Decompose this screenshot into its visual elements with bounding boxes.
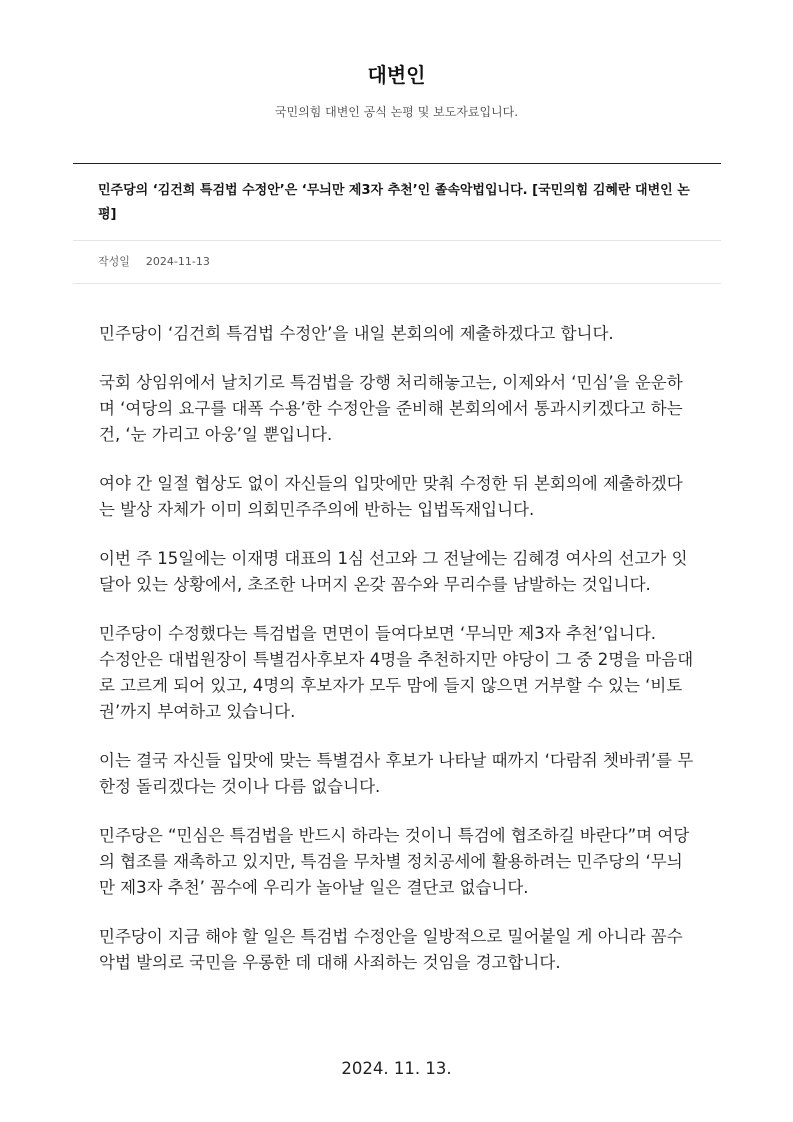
body-paragraph: 이는 결국 자신들 입맛에 맞는 특별검사 후보가 나타날 때까지 ‘다람쥐 쳇바퀴’를 무한정 돌리겠다는 것이나 다름 없습니다.	[99, 751, 694, 796]
body-paragraph: 민주당은 “민심은 특검법을 반드시 하라는 것이니 특검에 협조하길 바란다”며 여당의 협조를 재촉하고 있지만, 특검을 무차별 정치공세에 활용하려는 민주당의 ‘무늬만 제3자 추천’ 꼼수에 우리가 놀아날 일은 결단코 없습니다.	[99, 826, 690, 897]
body-paragraph: 민주당이 수정했다는 특검법을 면면이 들여다보면 ‘무늬만 제3자 추천’입니다. 수정안은 대법원장이 특별검사후보자 4명을 추천하지만 야당이 그 중 2명을 마음대로 고르게 되어 있고, 4명의 후보자가 모두 맘에 들지 않으면 거부할 수 있는 ‘비토권’까지 부여하고 있습니다.	[99, 624, 694, 721]
post-title: 민주당의 ‘김건희 특검법 수정안’은 ‘무늬만 제3자 추천’인 졸속악법입니다. [국민의힘 김혜란 대변인 논평]	[98, 183, 690, 222]
page-subtitle: 국민의힘 대변인 공식 논평 및 보도자료입니다.	[274, 105, 519, 119]
body-paragraph: 국회 상임위에서 날치기로 특검법을 강행 처리해놓고는, 이제와서 ‘민심’을 운운하며 ‘여당의 요구를 대폭 수용’한 수정안을 준비해 본회의에서 통과시키겠다고 하는 건, ‘눈 가리고 아웅’일 뿐입니다.	[99, 373, 683, 444]
body-paragraph: 민주당이 ‘김건희 특검법 수정안’을 내일 본회의에 제출하겠다고 합니다.	[99, 324, 614, 343]
header-divider	[73, 163, 721, 164]
body-paragraph: 민주당이 지금 해야 할 일은 특검법 수정안을 일방적으로 밀어붙일 게 아니라 꼼수악법 발의로 국민을 우롱한 데 대해 사죄하는 것임을 경고합니다.	[99, 927, 683, 972]
meta-date-value: 2024-11-13	[145, 255, 210, 268]
post-meta	[98, 253, 210, 271]
statement-date: 2024. 11. 13.	[341, 1059, 452, 1078]
post-body	[99, 321, 697, 999]
meta-date-label: 작성일	[98, 255, 130, 268]
meta-divider	[73, 283, 721, 284]
title-divider	[73, 240, 721, 241]
page-title: 대변인	[367, 63, 426, 87]
body-paragraph: 이번 주 15일에는 이재명 대표의 1심 선고와 그 전날에는 김혜경 여사의 선고가 잇달아 있는 상황에서, 초조한 나머지 온갖 꼼수와 무리수를 남발하는 것입니다.	[99, 549, 688, 594]
body-paragraph: 여야 간 일절 협상도 없이 자신들의 입맛에만 맞춰 수정한 뒤 본회의에 제출하겠다는 발상 자체가 이미 의회민주주의에 반하는 입법독재입니다.	[99, 474, 683, 519]
